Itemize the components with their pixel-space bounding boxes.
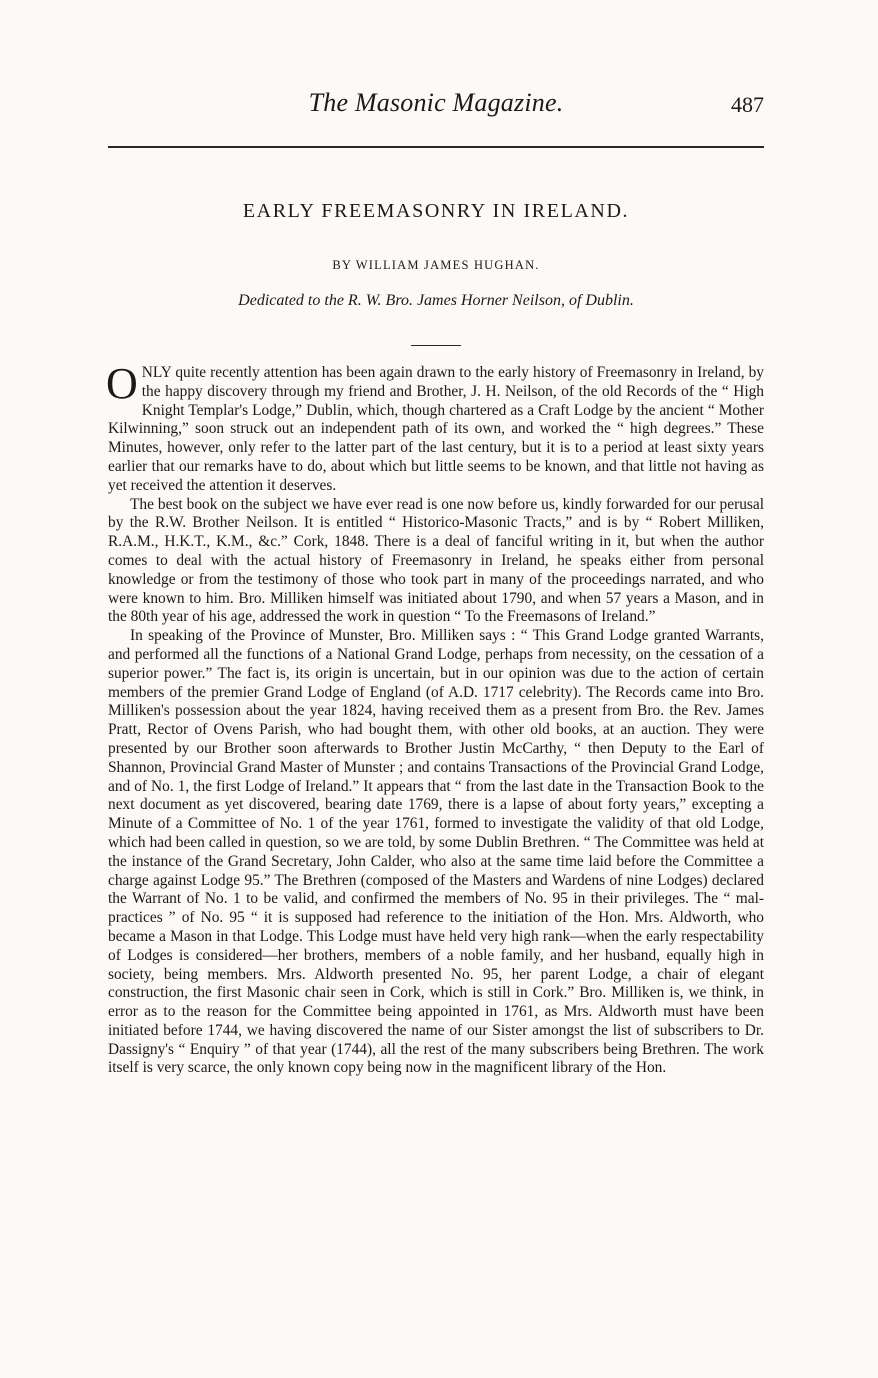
paragraph-2: The best book on the subject we have ever read is one now before us, kindly forwarded for our perusal by the R.W. Brother Neilson. It is entitled “ Historico-Masonic Tracts,” and is by “ Robert Milliken, R.A.M., H.K.T., K.M., &c.” Cork, 1848. There is a deal of fanciful writing in it, but when the author comes to deal with the actual history of Freemasonry in Ireland, he speaks either from personal knowledge or from the testimony of those who took part in many of the proceedings narrated, and who were known to him. Bro. Milliken himself was initiated about 1790, and when 57 years a Mason, and in the 80th year of his age, addressed the work in question “ To the Freemasons of Ireland.”	[108, 495, 764, 626]
header-rule	[108, 146, 764, 148]
paragraph-1	[106, 359, 764, 496]
section-divider	[411, 345, 461, 346]
drop-cap: O	[106, 359, 138, 408]
page-number: 487	[731, 92, 764, 117]
running-head	[108, 86, 764, 126]
article-body	[106, 359, 764, 1078]
article-byline: BY WILLIAM JAMES HUGHAN.	[332, 258, 540, 272]
paragraph-1-text: NLY quite recently attention has been again drawn to the early history of Freemasonry in Ireland, by the happy discovery through my friend and Brother, J. H. Neilson, of the old Records of the “ High Knight Templar's Lodge,” Dublin, which, though chartered as a Craft Lodge by the ancient “ Mother Kilwinning,” soon struck out an independent path of its own, and worked the “ high degrees.” These Minutes, however, only refer to the latter part of the last century, but it is to a period at least sixty years earlier that our remarks have to do, about which but little seems to be known, and that little not having as yet received the attention it deserves.	[108, 364, 764, 494]
paragraph-3: In speaking of the Province of Munster, Bro. Milliken says : “ This Grand Lodge granted Warrants, and performed all the functions of a National Grand Lodge, perhaps from necessity, on the cessation of a superior power.” The fact is, its origin is uncertain, but in our opinion was due to the action of certain members of the premier Grand Lodge of England (of A.D. 1717 celebrity). The Records came into Bro. Milliken's possession about the year 1824, having received them as a present from Bro. the Rev. James Pratt, Rector of Ovens Parish, who had bought them, with other old books, at an auction. They were presented by our Brother soon afterwards to Brother Justin McCarthy, “ then Deputy to the Earl of Shannon, Provincial Grand Master of Munster ; and contains Transactions of the Provincial Grand Lodge, and of No. 1, the first Lodge of Ireland.” It appears that “ from the last date in the Transaction Book to the next document as yet discovered, bearing date 1769, there is a lapse of about forty years,” excepting a Minute of a Committee of No. 1 of the year 1761, formed to investigate the validity of that old Lodge, which had been called in question, so we are told, by some Dublin Brethren. “ The Committee was held at the instance of the Grand Secretary, John Calder, who also at the same time laid before the Committee a charge against Lodge 95.” The Brethren (composed of the Masters and Wardens of nine Lodges) declared the Warrant of No. 1 to be valid, and confirmed the members of No. 95 in their privileges. The “ mal-practices ” of No. 95 “ it is supposed had reference to the initiation of the Hon. Mrs. Aldworth, who became a Mason in that Lodge. This Lodge must have held very high rank—when the early respectability of Lodges is considered—her brothers, members of a noble family, and her husband, equally high in society, being members. Mrs. Aldworth presented No. 95, her parent Lodge, a chair of elegant construction, the first Masonic chair seen in Cork, which is still in Cork.” Bro. Milliken is, we think, in error as to the reason for the Committee being appointed in 1761, as Mrs. Aldworth must have been initiated before 1744, we having discovered the name of our Sister amongst the list of subscribers to Dr. Dassigny's “ Enquiry ” of that year (1744), all the rest of the many subscribers being Brethren. The work itself is very scarce, the only known copy being now in the magnificent library of the Hon.	[108, 627, 764, 1077]
article-title: EARLY FREEMASONRY IN IRELAND.	[242, 200, 630, 222]
article-dedication: Dedicated to the R. W. Bro. James Horner Neilson, of Dublin.	[238, 292, 634, 309]
running-title: The Masonic Magazine.	[308, 88, 564, 117]
